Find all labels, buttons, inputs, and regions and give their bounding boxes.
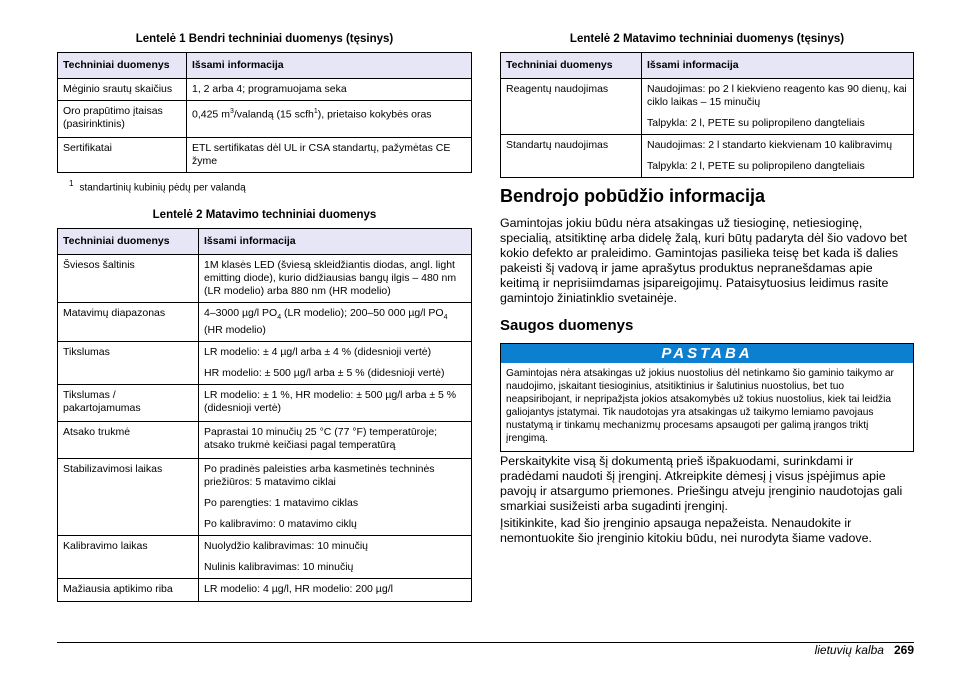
table2-caption: Lentelė 2 Matavimo techniniai duomenys — [152, 209, 377, 221]
footer-divider — [57, 642, 914, 643]
param-cell: Reagentų naudojimas — [501, 79, 642, 135]
table-row — [58, 79, 472, 101]
table-row — [501, 135, 914, 178]
param-cell: Mažiausia aptikimo riba — [58, 579, 199, 602]
table2-continued-caption: Lentelė 2 Matavimo techniniai duomenys (tęsinys) — [569, 33, 845, 45]
value-cell: 1, 2 arba 4; programuojama seka — [187, 79, 472, 101]
general-info-heading: Bendrojo pobūdžio informacija — [500, 186, 765, 206]
measurement-specs-continued-table — [500, 52, 914, 178]
param-cell: Tikslumas / pakartojamumas — [58, 385, 199, 422]
value-cell: ETL sertifikatas dėl UL ir CSA standartų, pažymėtas CE žyme — [187, 138, 472, 173]
value-cell: Naudojimas: 2 l standarto kiekvienam 10 kalibravimų Talpykla: 2 l, PETE su polipropileno dangteliais — [642, 135, 914, 178]
table-row — [58, 138, 472, 173]
table-row — [58, 255, 472, 303]
param-cell: Stabilizavimosi laikas — [58, 459, 199, 536]
safety-paragraph-1: Perskaitykite visą šį dokumentą prieš išpakuodami, surinkdami ir pradėdami naudoti šį įrenginį. Atkreipkite dėmesį į visus įspėjimus apie pavojų ir atsargumo priemones. Priešingu atveju įrenginio naudotojas gali smarkiai susižeisti arba sugadinti įrenginį. — [500, 454, 903, 513]
param-cell: Tikslumas — [58, 342, 199, 385]
notice-text: Gamintojas nėra atsakingas už jokius nuostolius dėl netinkamo šio gaminio taikymo ar naudojimo, įskaitant tiesioginius, atsitiktinius ir šalutinius nuostolius, bet tuo neapsiribojant, ir nepripažįsta jokios atsakomybės už tokius nuostolius, kiek tai leidžia galiojantys įstatymai. Tik naudotojas yra atsakingas už taikymo lemiamo pavojaus nustatymą ir tinkamų mechanizmų procesams apsaugoti per galimą įrangos triktį įrengimą. — [506, 368, 894, 444]
page-footer — [815, 643, 914, 657]
param-cell: Standartų naudojimas — [501, 135, 642, 178]
safety-heading: Saugos duomenys — [500, 317, 634, 334]
param-cell: Šviesos šaltinis — [58, 255, 199, 303]
value-cell: 4–3000 µg/l $PO_4$ (LR modelio); 200–50 000 µg/l $PO_4$ (HR modelio) — [199, 303, 472, 342]
value-cell: LR modelio: ± 1 %, HR modelio: ± 500 µg/l arba ± 5 % (didesnioji vertė) — [199, 385, 472, 422]
column-header: Techniniai duomenys — [58, 229, 199, 255]
general-info-text: Gamintojas jokiu būdu nėra atsakingas už tiesioginę, netiesioginę, specialią, atsitiktinę arba didelę žalą, kuri būtų padaryta dėl šio vadovo bet kokio defekto ar praleidimo. Gamintojas pasilieka teisę bet kada iš dalies pakeisti šį vadovą ir jame aprašytus produktus nepranešdamas apie keitimą ir neprisiimdamas įsipareigojimų. Pataisytuosius leidimus rasite gamintojo žiniatinklio svetainėje. — [500, 216, 908, 305]
value-cell: 0,425 $m^3$/valandą (15 scfh$^1$), prietaiso kokybės oras — [187, 101, 472, 138]
value-cell: Po pradinės paleisties arba kasmetinės techninės priežiūros: 5 matavimo ciklai Po parengties: 1 matavimo ciklas Po kalibravimo: 0 matavimo ciklų — [199, 459, 472, 536]
page-number: 269 — [893, 643, 914, 657]
notice-title: PASTABA — [501, 344, 913, 363]
table-row — [58, 579, 472, 602]
param-cell: Matavimų diapazonas — [58, 303, 199, 342]
value-cell: LR modelio: ± 4 µg/l arba ± 4 % (didesnioji vertė) HR modelio: ± 500 µg/l arba ± 5 % (didesnioji vertė) — [199, 342, 472, 385]
table1-caption: Lentelė 1 Bendri techniniai duomenys (tęsinys) — [135, 33, 394, 45]
table-header-row — [58, 53, 472, 79]
table-header-row — [501, 53, 914, 79]
table-row — [58, 385, 472, 422]
column-header: Techniniai duomenys — [58, 53, 187, 79]
footer-language: lietuvių kalba — [814, 643, 884, 657]
param-cell: Atsako trukmė — [58, 422, 199, 459]
param-cell: Sertifikatai — [58, 138, 187, 173]
table-row — [58, 422, 472, 459]
value-cell: Naudojimas: po 2 l kiekvieno reagento kas 90 dienų, kai ciklo laikas – 15 minučių Talpykla: 2 l, PETE su polipropileno dangteliais — [642, 79, 914, 135]
table-header-row — [58, 229, 472, 255]
column-header: Išsami informacija — [199, 229, 472, 255]
column-header: Techniniai duomenys — [501, 53, 642, 79]
param-cell: Oro prapūtimo įtaisas (pasirinktinis) — [58, 101, 187, 138]
value-cell: 1M klasės LED (šviesą skleidžiantis diodas, angl. light emitting diode), kurio didžiausias bangų ilgis – 480 nm (LR modelio) arba 880 nm (HR modelio) — [199, 255, 472, 303]
table-row — [58, 342, 472, 385]
measurement-specs-table — [57, 228, 472, 602]
param-cell: Kalibravimo laikas — [58, 536, 199, 579]
value-cell: LR modelio: 4 µg/l, HR modelio: 200 µg/l — [199, 579, 472, 602]
table-row — [58, 536, 472, 579]
safety-paragraph-2: Įsitikinkite, kad šio įrenginio apsauga nepažeista. Nenaudokite ir nemontuokite šio įrenginio kitokiu būdu, nei nurodyta šiame vadove. — [500, 516, 872, 545]
table-row — [501, 79, 914, 135]
param-cell: Mėginio srautų skaičius — [58, 79, 187, 101]
value-cell: Nuolydžio kalibravimas: 10 minučių Nulinis kalibravimas: 10 minučių — [199, 536, 472, 579]
column-header: Išsami informacija — [187, 53, 472, 79]
table-row — [58, 303, 472, 342]
column-header: Išsami informacija — [642, 53, 914, 79]
value-cell: Paprastai 10 minučių 25 °C (77 °F) temperatūroje; atsako trukmė keičiasi pagal temperatūrą — [199, 422, 472, 459]
table-row — [58, 101, 472, 138]
notice-box — [500, 343, 914, 452]
table-row — [58, 459, 472, 536]
general-specs-table — [57, 52, 472, 173]
footnote: $^1$ standartinių kubinių pėdų per valandą — [69, 179, 246, 194]
